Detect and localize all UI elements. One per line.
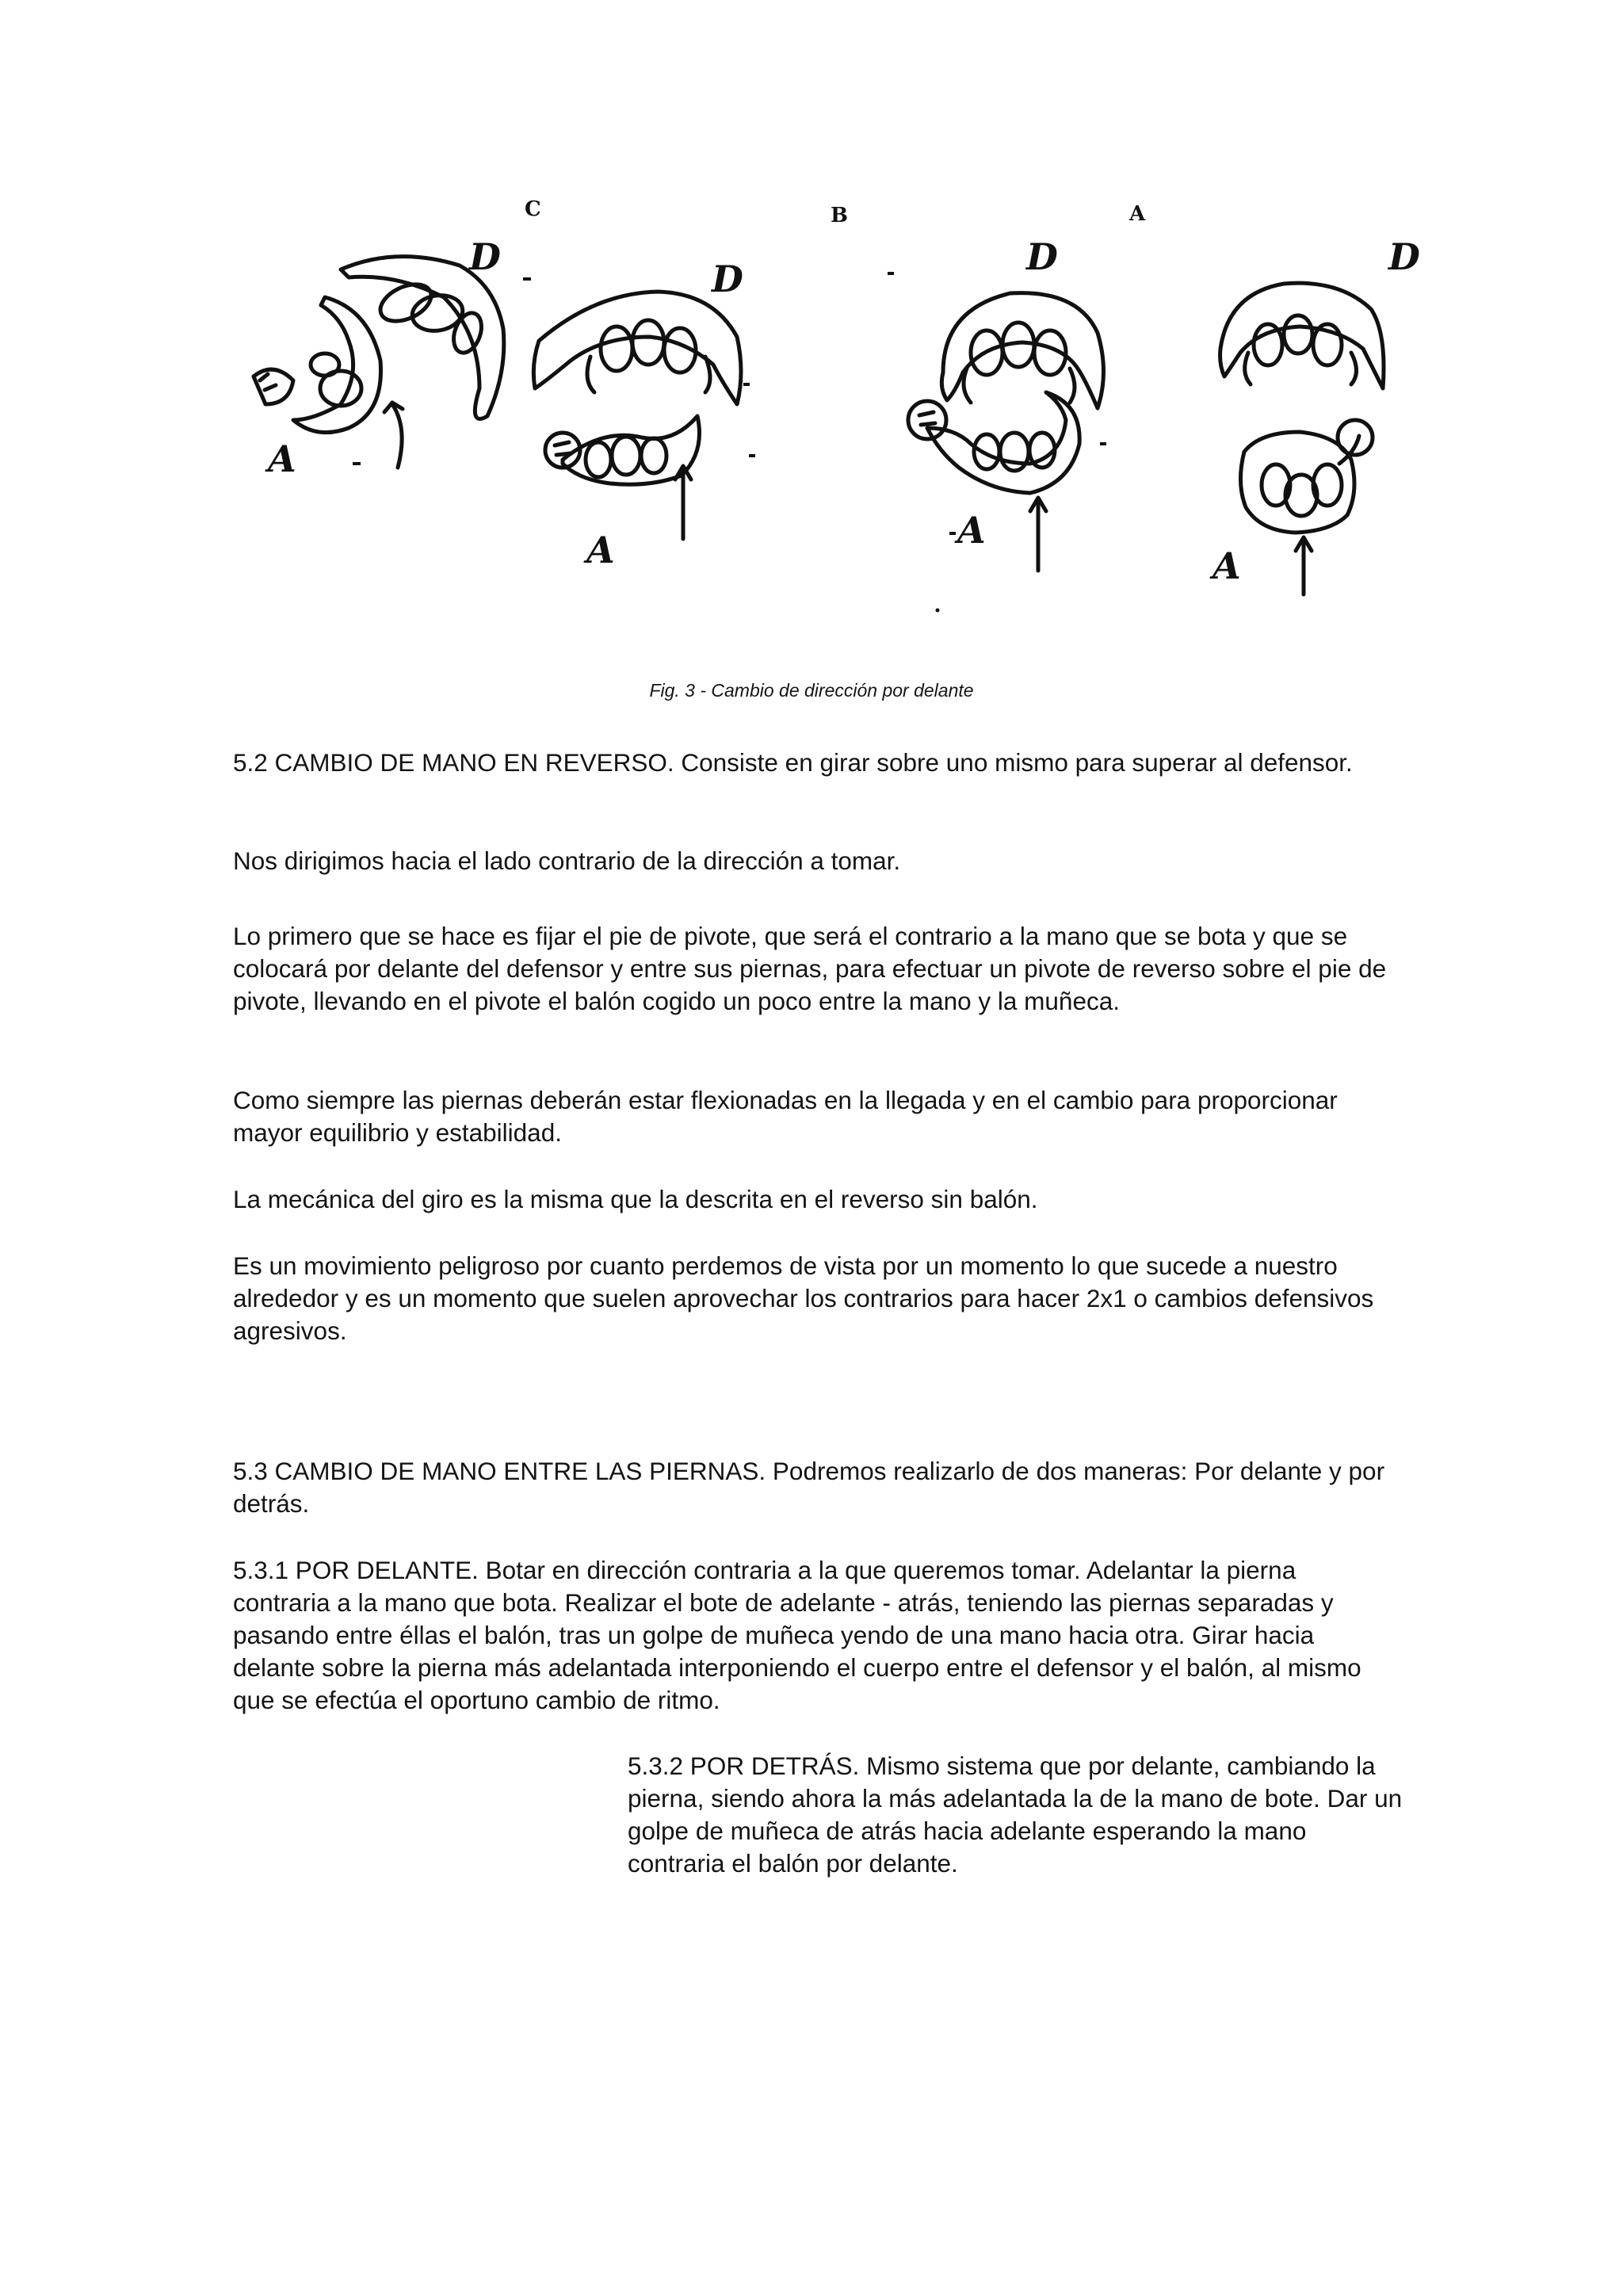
speck <box>936 609 940 613</box>
stage-final-drawing <box>1220 283 1384 594</box>
defender-label: D <box>1388 235 1420 278</box>
paragraph: Como siempre las piernas deberán estar flexionadas en la llegada y en el cambio para proporcionar mayor equilibrio y estabilidad. <box>233 1086 1338 1147</box>
figure-diagram <box>230 190 1434 634</box>
figure-caption: Fig. 3 - Cambio de dirección por delante <box>649 680 974 701</box>
paragraph: Lo primero que se hace es fijar el pie de pivote, que será el contrario a la mano que se bota y que se colocará por delante del defensor y entre sus piernas, para efectuar un pivote de reverso sobre el pie de pivote, llevando en el pivote el balón cogido un poco entre la mano y la muñeca. <box>233 922 1387 1015</box>
dribble-change-diagram <box>230 190 1434 634</box>
defender-label: D <box>1026 235 1058 278</box>
paragraph: Es un movimiento peligroso por cuanto perdemos de vista por un momento lo que sucede a nuestro alrededor y es un momento que suelen aprovechar los contrarios para hacer 2x1 o cambios defensivos agresivos. <box>233 1251 1374 1345</box>
stage-label-b: B <box>831 204 848 227</box>
stage-b-drawing <box>533 292 741 539</box>
paragraph-5-3-1: 5.3.1 POR DELANTE. Botar en dirección contraria a la que queremos tomar. Adelantar la pierna contraria a la mano que bota. Realizar el bote de adelante - atrás, teniendo las piernas separadas y pasando entre éllas el balón, tras un golpe de muñeca yendo de una mano hacia otra. Girar hacia delante sobre la pierna más adelantada interponiendo el cuerpo entre el defensor y el balón, al mismo que se efectúa el oportuno cambio de ritmo. <box>233 1556 1361 1714</box>
stage-label-a: A <box>1129 202 1146 226</box>
attacker-label: A <box>957 509 986 552</box>
tick-marks <box>353 273 1106 533</box>
defender-label: D <box>712 258 743 300</box>
paragraph: La mecánica del giro es la misma que la descrita en el reverso sin balón. <box>233 1185 1038 1213</box>
stage-label-c: C <box>525 197 541 221</box>
paragraph: Nos dirigimos hacia el lado contrario de la dirección a tomar. <box>233 846 901 875</box>
stage-c-drawing <box>254 257 504 468</box>
attacker-label: A <box>268 437 296 480</box>
attacker-label: A <box>1212 544 1241 587</box>
paragraph-5-3-2: 5.3.2 POR DETRÁS. Mismo sistema que por delante, cambiando la pierna, siendo ahora la más adelantada la de la mano de bote. Dar un golpe de muñeca de atrás hacia adelante esperando la mano contraria el balón por delante. <box>628 1752 1403 1878</box>
paragraph-5-3: 5.3 CAMBIO DE MANO ENTRE LAS PIERNAS. Podremos realizarlo de dos maneras: Por delante y por detrás. <box>233 1457 1385 1518</box>
paragraph-5-2: 5.2 CAMBIO DE MANO EN REVERSO. Consiste en girar sobre uno mismo para superar al defensor. <box>233 748 1353 777</box>
defender-label: D <box>469 235 501 278</box>
stage-a-drawing <box>908 293 1104 571</box>
attacker-label: A <box>586 529 615 571</box>
